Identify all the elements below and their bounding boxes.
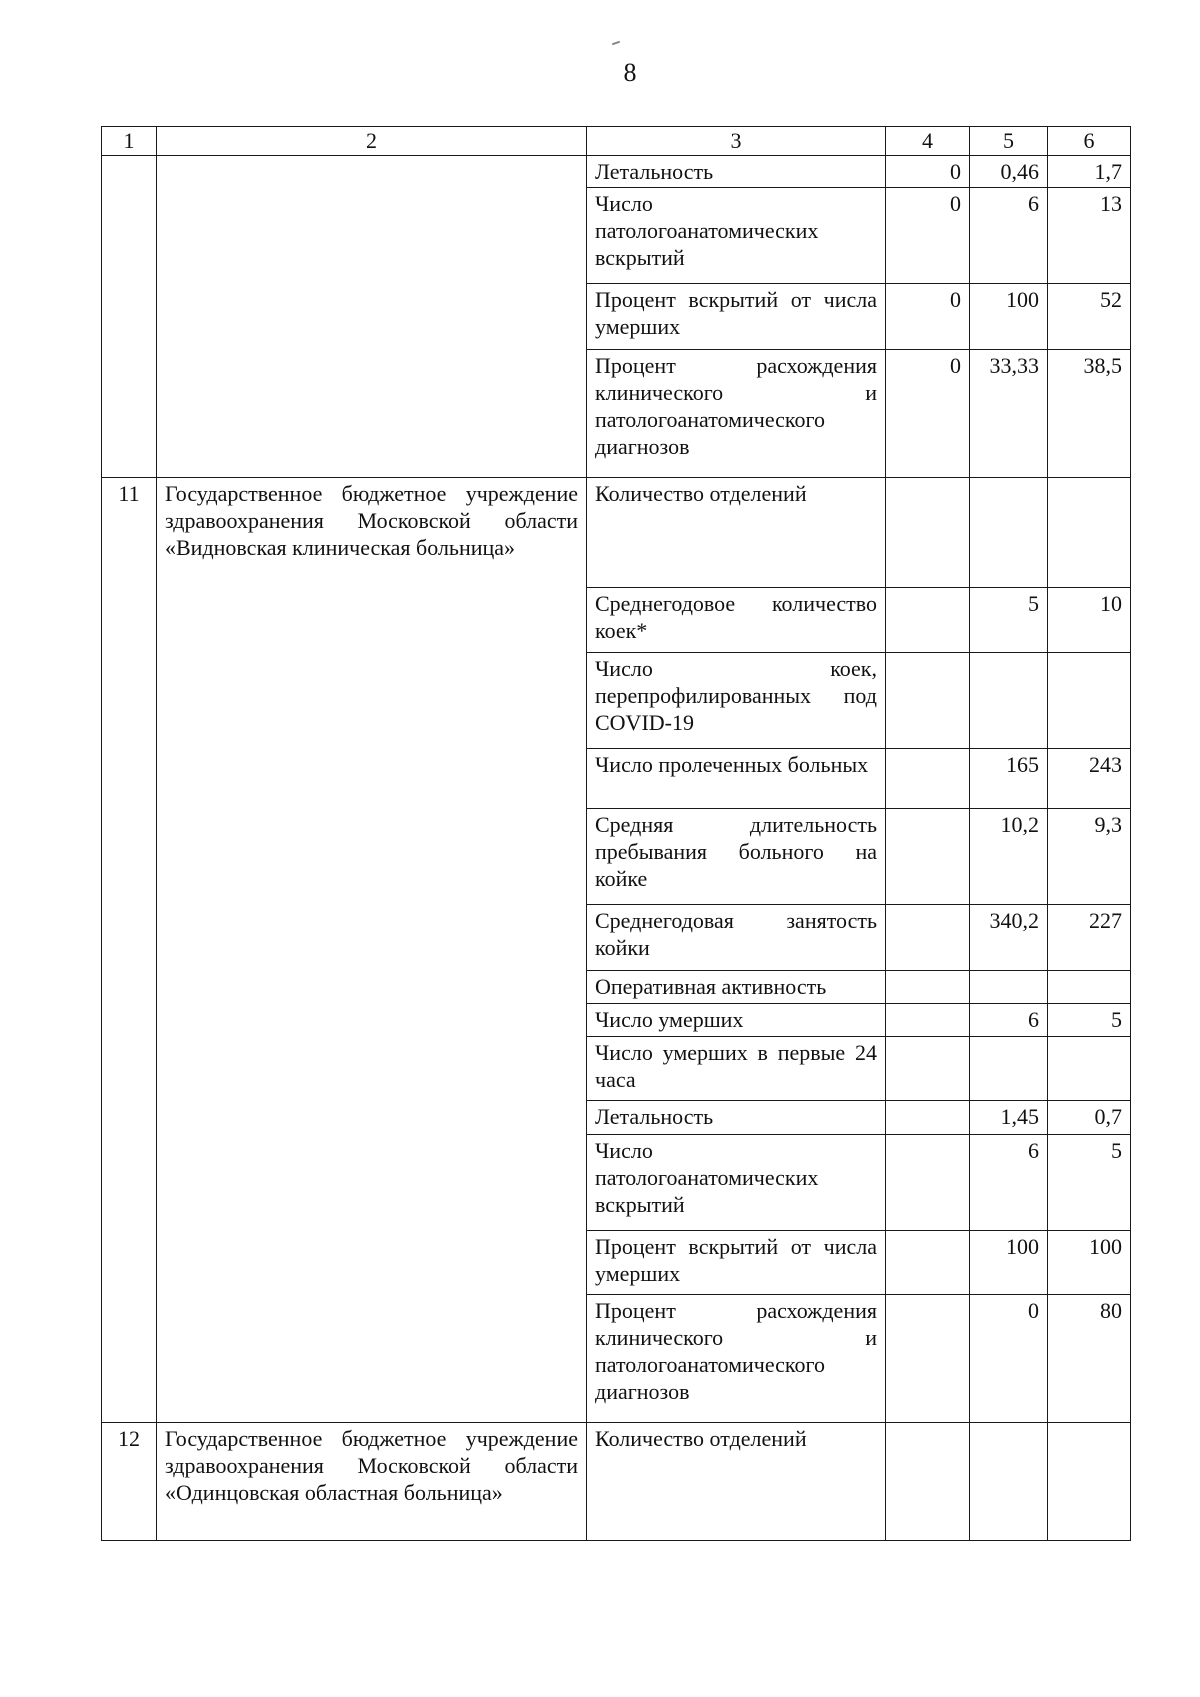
indicator-cell: Летальность: [587, 156, 886, 188]
value-cell: [886, 749, 970, 809]
column-header: 3: [587, 127, 886, 156]
indicator-cell: Процент расхождения клинического и патологоанатомического диагнозов: [587, 1295, 886, 1423]
value-cell: 52: [1048, 284, 1131, 350]
value-cell: [970, 653, 1048, 749]
value-cell: [886, 1423, 970, 1541]
value-cell: 10,2: [970, 809, 1048, 905]
value-cell: 6: [970, 1004, 1048, 1037]
value-cell: [1048, 478, 1131, 588]
value-cell: [886, 1135, 970, 1231]
value-cell: [886, 1004, 970, 1037]
value-cell: 0: [886, 188, 970, 284]
indicator-cell: Среднегодовое количество коек*: [587, 588, 886, 653]
value-cell: 10: [1048, 588, 1131, 653]
value-cell: [886, 1231, 970, 1295]
column-header: 5: [970, 127, 1048, 156]
statistics-table: [101, 126, 1131, 1541]
indicator-cell: Число патологоанатомических вскрытий: [587, 188, 886, 284]
value-cell: [970, 1423, 1048, 1541]
value-cell: 6: [970, 188, 1048, 284]
indicator-cell: Количество отделений: [587, 1423, 886, 1541]
value-cell: [970, 971, 1048, 1004]
indicator-cell: Число патологоанатомических вскрытий: [587, 1135, 886, 1231]
value-cell: [1048, 1037, 1131, 1101]
value-cell: 227: [1048, 905, 1131, 971]
value-cell: 0: [886, 284, 970, 350]
value-cell: 100: [970, 1231, 1048, 1295]
table-row: [102, 478, 1131, 588]
value-cell: [970, 478, 1048, 588]
value-cell: 165: [970, 749, 1048, 809]
column-header: 6: [1048, 127, 1131, 156]
value-cell: 5: [1048, 1135, 1131, 1231]
value-cell: 0: [970, 1295, 1048, 1423]
value-cell: [970, 1037, 1048, 1101]
indicator-cell: Летальность: [587, 1101, 886, 1135]
value-cell: [886, 1101, 970, 1135]
column-header: 4: [886, 127, 970, 156]
value-cell: [886, 478, 970, 588]
value-cell: 243: [1048, 749, 1131, 809]
value-cell: 9,3: [1048, 809, 1131, 905]
value-cell: 5: [1048, 1004, 1131, 1037]
value-cell: [886, 905, 970, 971]
value-cell: 0,46: [970, 156, 1048, 188]
value-cell: [886, 809, 970, 905]
value-cell: [886, 1295, 970, 1423]
institution-cell-empty: [157, 156, 587, 478]
value-cell: 340,2: [970, 905, 1048, 971]
value-cell: 5: [970, 588, 1048, 653]
indicator-cell: Процент вскрытий от числа умерших: [587, 1231, 886, 1295]
value-cell: [886, 1037, 970, 1101]
value-cell: 80: [1048, 1295, 1131, 1423]
value-cell: [886, 653, 970, 749]
indicator-cell: Число умерших в первые 24 часа: [587, 1037, 886, 1101]
value-cell: 13: [1048, 188, 1131, 284]
value-cell: 1,45: [970, 1101, 1048, 1135]
institution-name: Государственное бюджетное учреждение здравоохранения Московской области «Одинцовская областная больница»: [157, 1423, 587, 1541]
value-cell: 1,7: [1048, 156, 1131, 188]
value-cell: 100: [970, 284, 1048, 350]
value-cell: [1048, 971, 1131, 1004]
value-cell: 0: [886, 156, 970, 188]
value-cell: 38,5: [1048, 350, 1131, 478]
table-row: [102, 1423, 1131, 1541]
value-cell: 6: [970, 1135, 1048, 1231]
indicator-cell: Процент расхождения клинического и патологоанатомического диагнозов: [587, 350, 886, 478]
institution-number: 11: [102, 478, 157, 1423]
index-cell-empty: [102, 156, 157, 478]
table-row: [102, 156, 1131, 188]
column-header: 1: [102, 127, 157, 156]
indicator-cell: Число пролеченных больных: [587, 749, 886, 809]
value-cell: 0: [886, 350, 970, 478]
institution-number: 12: [102, 1423, 157, 1541]
indicator-cell: Средняя длительность пребывания больного на койке: [587, 809, 886, 905]
institution-name: Государственное бюджетное учреждение здравоохранения Московской области «Видновская клиническая больница»: [157, 478, 587, 1423]
scan-mark: [612, 41, 620, 46]
indicator-cell: Оперативная активность: [587, 971, 886, 1004]
value-cell: [886, 971, 970, 1004]
indicator-cell: Число коек, перепрофилированных под COVID-19: [587, 653, 886, 749]
indicator-cell: Количество отделений: [587, 478, 886, 588]
value-cell: [886, 588, 970, 653]
value-cell: 100: [1048, 1231, 1131, 1295]
table-header-row: [102, 127, 1131, 156]
value-cell: 33,33: [970, 350, 1048, 478]
indicator-cell: Среднегодовая занятость койки: [587, 905, 886, 971]
page-number: 8: [623, 58, 637, 87]
value-cell: [1048, 1423, 1131, 1541]
indicator-cell: Число умерших: [587, 1004, 886, 1037]
value-cell: [1048, 653, 1131, 749]
value-cell: 0,7: [1048, 1101, 1131, 1135]
indicator-cell: Процент вскрытий от числа умерших: [587, 284, 886, 350]
column-header: 2: [157, 127, 587, 156]
